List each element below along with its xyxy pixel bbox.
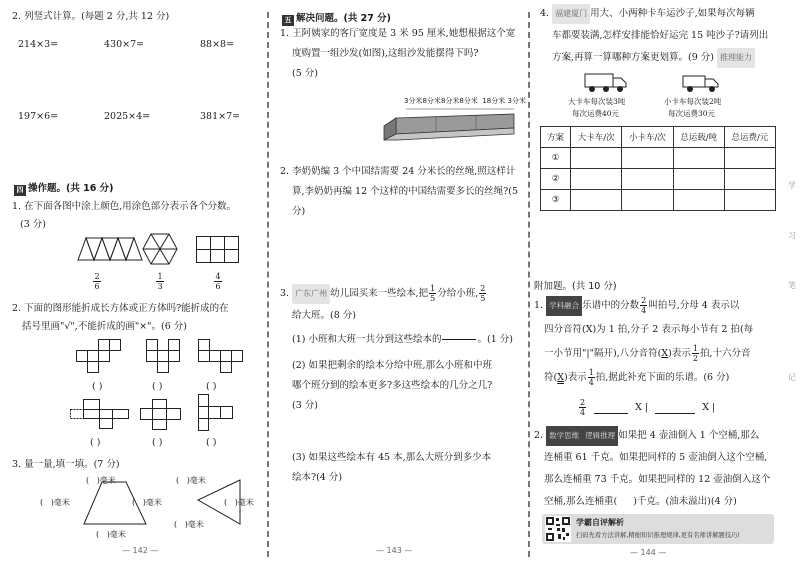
cube-net-figure [146, 338, 182, 374]
side-note-char: 记 [788, 373, 796, 382]
calc-item: 214×3= [18, 39, 59, 50]
table-cell[interactable] [571, 148, 622, 169]
fraction-label-2: $\frac{1}{3}$ [157, 272, 163, 291]
time-signature-fraction: $\frac{2}{4}$ [641, 296, 647, 315]
op-q1-text: 1. 在下面各图中涂上颜色,用涂色部分表示各个分数。 [12, 201, 237, 212]
measure-label: ( )毫米 [96, 530, 126, 539]
section-4-heading [14, 180, 114, 196]
op-q2-line1: 2. 下面的图形能折成长方体或正方体吗?能折成的在 [12, 303, 229, 314]
b1-line1: 1. 学科融合 乐谱中的分数 $\frac{2}{4}$ 叫拍号,分母 4 表示以 [534, 296, 740, 315]
table-header: 小卡车/次 [622, 127, 673, 148]
table-cell[interactable] [724, 148, 775, 169]
q4-line3: 方案,再算一算哪种方案更划算。(9 分) 推理能力 [552, 48, 755, 68]
small-truck-icon [682, 72, 722, 94]
calc-item: 197×6= [18, 111, 59, 122]
measure-label: ( )毫米 [132, 498, 162, 507]
bonus-heading: 附加题。(共 10 分) [534, 281, 617, 292]
sofa-dimensions: 3分米8分米8分米8分米 18分米 3分米 [404, 97, 526, 105]
table-cell[interactable] [622, 148, 673, 169]
table-header: 方案 [541, 127, 571, 148]
fraction-two-fifths: $\frac{2}{5}$ [480, 284, 486, 303]
measure-label: ( )毫米 [224, 498, 254, 507]
b2-line1: 2. 数学思维 逻辑推理 如果把 4 壶油倒入 1 个空桶,那么 [534, 426, 759, 446]
answer-paren[interactable]: ( ) [152, 437, 163, 448]
section-5-icon: 五 [282, 15, 294, 26]
fraction-quarter: $\frac{1}{4}$ [588, 368, 594, 387]
page-number: — 143 — [376, 546, 413, 555]
table-cell[interactable] [724, 169, 775, 190]
calc-item: 430×7= [104, 39, 145, 50]
side-note-char: 学 [788, 181, 796, 190]
q3-sub2: (2) 如果把剩余的绘本分给中班,那么小班和中班 哪个班分到的绘本更多?多这些绘本的几分之几? (3 分) [292, 360, 493, 411]
triangle-strip-figure[interactable] [78, 236, 144, 262]
hexagon-figure[interactable] [142, 233, 178, 265]
score-blank[interactable] [655, 402, 695, 414]
b1-line4: 符(X)表示 $\frac{1}{4}$ 拍,据此补充下面的乐谱。(6 分) [544, 368, 730, 387]
b1-line2: 四分音符(X)为 1 拍,分子 2 表示每小节有 2 拍(每 [544, 324, 754, 335]
q2-title: 2. 列竖式计算。(每题 2 分,共 12 分) [12, 11, 170, 22]
skill-tag: 逻辑推理 [582, 426, 618, 446]
table-row [541, 148, 776, 169]
calc-item: 2025×4= [104, 111, 151, 122]
measure-label: ( )毫米 [86, 476, 116, 485]
subject-tag: 学科融合 [546, 296, 582, 316]
table-header: 大卡车/次 [571, 127, 622, 148]
skill-tag: 推理能力 [717, 48, 755, 68]
page-number: — 142 — [122, 546, 159, 555]
table-cell[interactable] [622, 190, 673, 211]
b2-line3: 那么连桶重 73 千克。如果把同样的 12 壶油倒入这个 [544, 474, 771, 485]
grid-rectangle-figure[interactable] [196, 236, 240, 264]
small-truck-caption: 小卡车每次装2吨 [664, 97, 722, 106]
qr-text: 扫码先看方法讲解,精细知识推理规律,更有名师讲解题技巧! [576, 532, 740, 539]
cube-net-figure [198, 338, 246, 374]
score-time-signature: $\frac{2}{4}$ [580, 398, 586, 417]
q4-line1: 4. 福建厦门 用大、小两种卡车运沙子,如果每次每辆 [540, 4, 755, 24]
sofa-illustration [382, 106, 518, 142]
side-note-char: 笔 [788, 281, 796, 290]
page-number: — 144 — [630, 548, 667, 557]
page-divider [267, 12, 269, 557]
qr-code-icon[interactable] [545, 516, 571, 542]
table-cell[interactable] [673, 148, 724, 169]
small-truck-cost: 每次运费30元 [668, 109, 716, 118]
big-truck-cost: 每次运费40元 [572, 109, 620, 118]
section-5-title: 解决问题。(共 27 分) [296, 13, 392, 24]
op-q2-line2: 括号里画"√",不能折成的画"×"。(6 分) [22, 321, 187, 332]
left-page [0, 0, 266, 572]
table-cell: ② [541, 169, 571, 190]
fraction-one-fifth: $\frac{1}{5}$ [430, 284, 436, 303]
cube-net-figure [76, 338, 126, 374]
table-header: 总运载/吨 [673, 127, 724, 148]
region-tag: 福建厦门 [552, 4, 590, 24]
q3-line2: 给大班。(8 分) [292, 310, 356, 321]
q4-line2: 车都要装满,怎样安排能恰好运完 15 吨沙子?请列出 [552, 30, 769, 41]
calc-item: 88×8= [200, 39, 235, 50]
table-row [541, 169, 776, 190]
q3-line1: 3. 广东广州 幼儿园买来一些绘本,把 $\frac{1}{5}$ 分给小班, $\frac{2}{5}$ [280, 284, 486, 303]
middle-page [270, 0, 526, 572]
q3-sub3: (3) 如果这些绘本有 45 本,那么大班分到多少本 绘本?(4 分) [292, 452, 492, 483]
b2-line2: 连桶重 61 千克。如果把同样的 5 壶油倒入这个空桶, [544, 452, 768, 463]
answer-paren[interactable]: ( ) [206, 437, 217, 448]
op-q3-text: 3. 量一量,填一填。(7 分) [12, 459, 120, 470]
table-cell: ① [541, 148, 571, 169]
right-page [532, 0, 800, 572]
calc-item: 381×7= [200, 111, 241, 122]
table-cell[interactable] [571, 190, 622, 211]
page-divider [528, 12, 530, 557]
fraction-label-3: $\frac{4}{6}$ [215, 272, 221, 291]
measure-label: ( )毫米 [40, 498, 70, 507]
music-score: $\frac{2}{4}$ X | X | [580, 398, 716, 417]
qr-promo-box[interactable] [542, 514, 774, 544]
plan-table [540, 126, 776, 211]
score-blank[interactable] [594, 402, 628, 414]
side-note-char: 习 [788, 231, 796, 240]
table-cell[interactable] [724, 190, 775, 211]
table-header-row [541, 127, 776, 148]
table-cell: ③ [541, 190, 571, 211]
op-q1-score: (3 分) [20, 219, 46, 230]
cuboid-net-figure [140, 398, 184, 432]
fraction-label-1: $\frac{2}{6}$ [94, 272, 100, 291]
answer-paren[interactable]: ( ) [152, 381, 163, 392]
answer-paren[interactable]: ( ) [206, 381, 217, 392]
big-truck-caption: 大卡车每次装3吨 [568, 97, 626, 106]
q2-text: 2. 李奶奶编 3 个中国结需要 24 分米长的丝绳,照这样计 算,李奶奶再编 12 个这样的中国结需要多长的丝绳?(5 分) [280, 166, 518, 217]
measure-label: ( )毫米 [174, 520, 204, 529]
section-4-title: 操作题。(共 16 分) [28, 183, 114, 194]
cuboid-net-figure [198, 394, 238, 434]
cuboid-net-figure [70, 398, 130, 432]
q1-text: 1. 王阿姨家的客厅宽度是 3 米 95 厘米,她想根据这个宽 度购置一组沙发(如图),这组沙发能摆得下吗? (5 分) [280, 28, 516, 79]
b2-line4: 空桶,那么连桶重( )千克。(油未溢出)(4 分) [544, 496, 737, 507]
table-cell[interactable] [673, 169, 724, 190]
answer-paren[interactable]: ( ) [92, 381, 103, 392]
table-cell[interactable] [571, 169, 622, 190]
table-cell[interactable] [622, 169, 673, 190]
measure-label: ( )毫米 [176, 476, 206, 485]
fraction-half: $\frac{1}{2}$ [692, 344, 698, 363]
table-header: 总运费/元 [724, 127, 775, 148]
table-row [541, 190, 776, 211]
q3-sub1: (1) 小班和大班一共分到这些绘本的 。(1 分) [292, 330, 513, 350]
fraction-answer-blank[interactable] [442, 330, 476, 349]
answer-paren[interactable]: ( ) [90, 437, 101, 448]
region-tag: 广东广州 [292, 284, 330, 304]
big-truck-icon [584, 72, 628, 94]
table-cell[interactable] [673, 190, 724, 211]
b1-line3: 一小节用"|"隔开),八分音符(X)表示 $\frac{1}{2}$ 拍,十六分音 [544, 344, 751, 363]
section-4-icon: 四 [14, 185, 26, 196]
skill-tag: 数学思维 [546, 426, 582, 446]
qr-title: 学霸自评解析 [576, 518, 624, 527]
